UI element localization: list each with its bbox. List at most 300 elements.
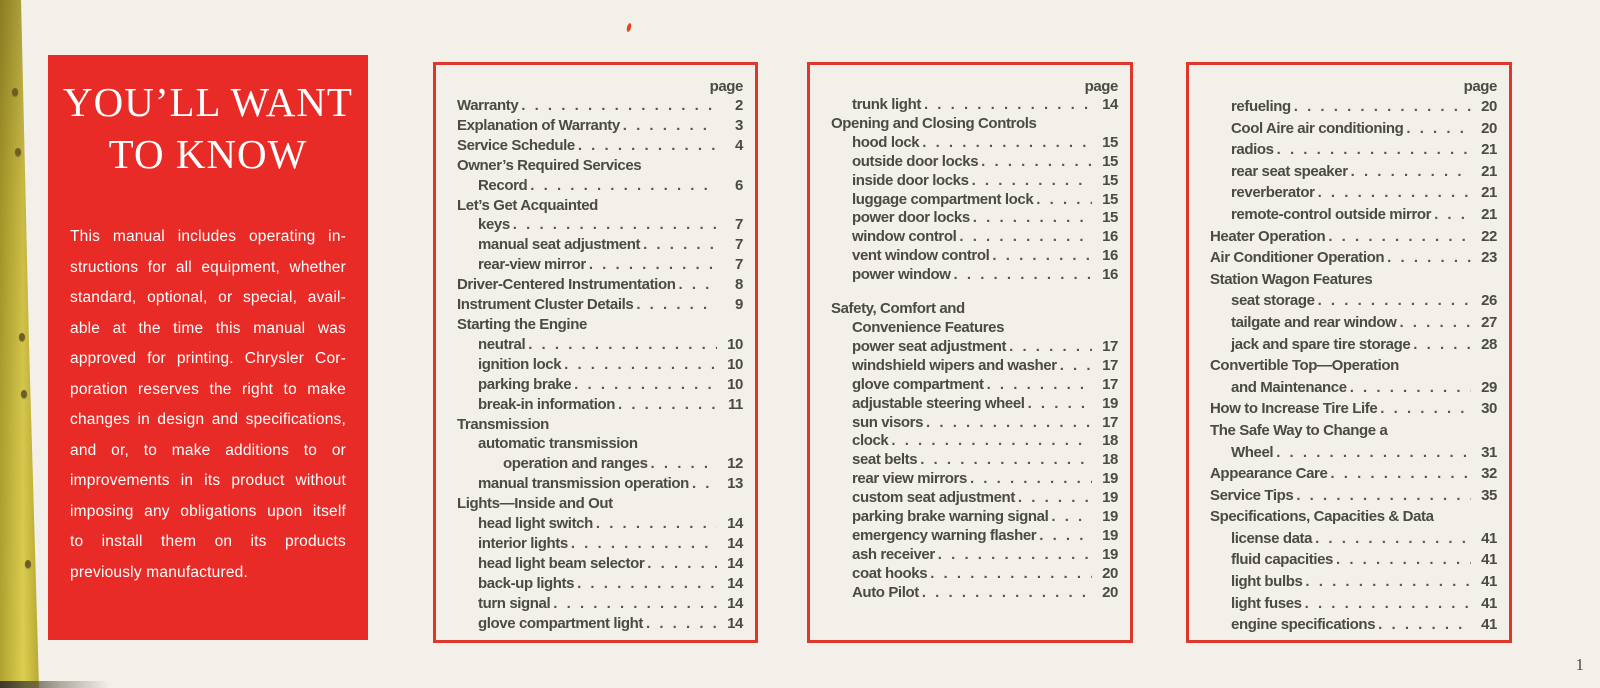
toc-entry-label: Station Wagon Features	[1210, 270, 1373, 288]
toc-entry-label: rear view mirrors	[852, 470, 967, 488]
intro-body-line: imposing any obligations upon itself	[70, 502, 346, 520]
toc-entry-page: 19	[1102, 489, 1118, 507]
toc-entry-page: 14	[727, 534, 743, 552]
toc-entry-page: 8	[735, 276, 743, 294]
toc-column-1	[433, 62, 758, 643]
toc-entry-page: 41	[1481, 529, 1497, 547]
toc-entry-label: interior lights	[478, 534, 568, 552]
intro-title	[48, 76, 368, 180]
dot-leader	[987, 376, 1092, 395]
toc-entry-label: hood lock	[852, 133, 920, 151]
toc-entry	[831, 266, 1118, 285]
dot-leader	[1336, 549, 1471, 571]
toc-entry-label: How to Increase Tire Life	[1210, 400, 1378, 418]
dot-leader	[647, 554, 717, 574]
toc-entry	[831, 432, 1118, 451]
toc-entry	[831, 470, 1118, 489]
toc-entry-label: Heater Operation	[1210, 227, 1326, 245]
toc-entry-page: 13	[727, 475, 743, 493]
toc-entry-page: 15	[1102, 133, 1118, 151]
toc-entry-label: clock	[852, 432, 889, 450]
toc-entry	[457, 215, 743, 235]
toc-entry	[831, 134, 1118, 153]
toc-entry-label: Air Conditioner Operation	[1210, 249, 1385, 267]
toc-entry	[831, 395, 1118, 414]
toc-entry-label: The Safe Way to Change a	[1210, 421, 1388, 439]
toc-entry-page: 21	[1481, 141, 1497, 159]
toc-entry	[831, 527, 1118, 546]
dot-leader	[646, 614, 717, 634]
toc-entry-page: 17	[1102, 375, 1118, 393]
dot-leader	[970, 470, 1092, 489]
toc-entry-label: Service Schedule	[457, 136, 575, 154]
dot-leader	[1378, 614, 1471, 636]
toc-entry-page: 3	[735, 116, 743, 134]
toc-entry	[457, 255, 743, 275]
page-number: 1	[1575, 655, 1584, 674]
toc-entry-label: head light beam selector	[478, 554, 645, 572]
binding-staple-mark	[21, 390, 27, 398]
toc-entry	[457, 594, 743, 614]
dot-leader	[1318, 182, 1471, 204]
toc-entry-page: 15	[1102, 171, 1118, 189]
page-corner-shadow	[0, 681, 110, 688]
toc-entry-label: remote-control outside mirror	[1231, 205, 1432, 223]
toc-entry	[1210, 398, 1497, 420]
toc-entry-label: parking brake	[478, 375, 572, 393]
toc-entry-page: 15	[1102, 209, 1118, 227]
toc-entry-label: keys	[478, 216, 510, 234]
dot-leader	[1060, 357, 1092, 376]
toc-entry-page: 26	[1481, 292, 1497, 310]
toc-entry-label: automatic transmission	[478, 435, 638, 453]
toc-entry	[831, 565, 1118, 584]
dot-leader	[589, 255, 717, 275]
toc-entry-label: seat belts	[852, 451, 918, 469]
binding-staple-mark	[25, 560, 31, 568]
toc-entry	[457, 494, 743, 514]
toc-entry	[831, 300, 1118, 319]
toc-entry-page: 16	[1102, 247, 1118, 265]
toc-entry	[457, 96, 743, 116]
toc-entry	[457, 355, 743, 375]
binding-staple-mark	[19, 333, 25, 341]
toc-entry-label: break-in information	[478, 395, 616, 413]
toc-entry	[831, 319, 1118, 338]
dot-leader	[1380, 398, 1471, 420]
toc-entry	[1210, 204, 1497, 226]
toc-entry-page: 19	[1102, 508, 1118, 526]
toc-rows	[1210, 96, 1497, 636]
dot-leader	[992, 247, 1092, 266]
toc-entry	[457, 415, 743, 435]
toc-entry-page: 41	[1481, 573, 1497, 591]
toc-entry-label: rear seat speaker	[1231, 162, 1348, 180]
toc-entry-label: neutral	[478, 335, 526, 353]
toc-entry-label: Wheel	[1231, 443, 1274, 461]
toc-entry-page: 19	[1102, 526, 1118, 544]
dot-leader	[920, 451, 1092, 470]
toc-entry-page: 41	[1481, 616, 1497, 634]
toc-entry-label: Service Tips	[1210, 486, 1294, 504]
toc-entry-page: 9	[735, 296, 743, 314]
toc-entry-label: trunk light	[852, 96, 921, 113]
toc-entry-page: 19	[1102, 470, 1118, 488]
intro-body-line: and or, to make additions to or	[70, 441, 346, 459]
dot-leader	[1387, 247, 1471, 269]
toc-entry-label: ignition lock	[478, 355, 562, 373]
toc-entry	[831, 191, 1118, 210]
toc-entry	[1210, 593, 1497, 615]
toc-entry-page: 30	[1481, 400, 1497, 418]
toc-entry-page: 14	[727, 594, 743, 612]
toc-entry	[831, 153, 1118, 172]
intro-body-line: standard, optional, or special, avail-	[70, 289, 346, 306]
toc-entry-page: 35	[1481, 486, 1497, 504]
toc-entry	[1210, 290, 1497, 312]
toc-entry	[1210, 355, 1497, 377]
toc-entry	[831, 584, 1118, 603]
toc-entry-label: Let’s Get Acquainted	[457, 196, 598, 214]
dot-leader	[1051, 508, 1092, 527]
toc-entry-label: engine specifications	[1231, 616, 1376, 634]
dot-leader	[959, 228, 1092, 247]
toc-entry-label: vent window control	[852, 247, 990, 265]
dot-leader	[973, 209, 1092, 228]
intro-body-line: able at the time this manual was	[70, 319, 346, 337]
toc-entry-page: 14	[1102, 96, 1118, 113]
toc-entry	[831, 357, 1118, 376]
dot-leader	[1305, 571, 1471, 593]
toc-entry-page: 17	[1102, 356, 1118, 374]
toc-entry	[1210, 485, 1497, 507]
toc-entry-label: power seat adjustment	[852, 337, 1007, 355]
toc-entry-page: 41	[1481, 551, 1497, 569]
dot-leader	[636, 295, 717, 315]
toc-entry-label: radios	[1231, 141, 1274, 159]
toc-entry-page: 7	[735, 236, 743, 254]
dot-leader	[1018, 489, 1092, 508]
dot-leader	[564, 355, 717, 375]
intro-body-line: improvements in its product without	[70, 472, 346, 489]
toc-entry	[457, 335, 743, 355]
dot-leader	[1276, 442, 1471, 464]
toc-entry	[1210, 182, 1497, 204]
toc-entry-label: Cool Aire air conditioning	[1231, 119, 1404, 137]
intro-body-line: structions for all equipment, whether	[70, 258, 346, 276]
dot-leader	[521, 96, 717, 116]
toc-entry	[457, 574, 743, 594]
toc-entry	[831, 172, 1118, 191]
toc-entry-page: 4	[735, 136, 743, 154]
toc-entry-label: window control	[852, 228, 957, 246]
toc-entry-page: 19	[1102, 394, 1118, 412]
dot-leader	[1328, 226, 1471, 248]
binding-staple-mark	[12, 88, 18, 96]
toc-entry-label: adjustable steering wheel	[852, 394, 1025, 412]
toc-entry-page: 7	[735, 256, 743, 274]
toc-entry	[1210, 571, 1497, 593]
intro-title-line1: YOU’LL WANT	[63, 79, 353, 125]
toc-entry	[831, 338, 1118, 357]
toc-entry	[457, 235, 743, 255]
toc-entry-page: 14	[727, 574, 743, 592]
toc-entry-label: sun visors	[852, 413, 924, 431]
dot-leader	[1028, 395, 1092, 414]
toc-entry-label: power window	[852, 266, 951, 284]
toc-entry-page: 2	[735, 97, 743, 114]
toc-entry-label: fluid capacities	[1231, 551, 1333, 569]
dot-leader	[1039, 527, 1092, 546]
dot-leader	[1406, 118, 1471, 140]
toc-entry	[831, 414, 1118, 433]
toc-entry-page: 19	[1102, 545, 1118, 563]
toc-entry	[831, 376, 1118, 395]
intro-body-line: poration reserves the right to make	[70, 380, 346, 398]
toc-entry	[831, 209, 1118, 228]
toc-entry-label: Lights—Inside and Out	[457, 495, 613, 513]
toc-entry-page: 14	[727, 515, 743, 533]
dot-leader	[553, 594, 717, 614]
toc-entry	[1210, 506, 1497, 528]
toc-entry	[1210, 334, 1497, 356]
toc-entry	[457, 434, 743, 454]
dot-leader	[981, 153, 1092, 172]
dot-leader	[891, 432, 1092, 451]
toc-entry-page: 14	[727, 614, 743, 632]
toc-entry-page: 29	[1481, 378, 1497, 396]
toc-entry	[1210, 118, 1497, 140]
toc-entry	[831, 247, 1118, 266]
toc-entry	[457, 554, 743, 574]
toc-entry-label: custom seat adjustment	[852, 489, 1015, 507]
toc-entry	[831, 451, 1118, 470]
intro-body-line: This manual includes operating in-	[70, 228, 346, 245]
dot-leader	[954, 266, 1092, 285]
intro-body-line: to install them on its products	[70, 533, 346, 550]
toc-page-header: page	[709, 78, 743, 95]
toc-entry-page: 20	[1481, 98, 1497, 115]
toc-entry	[1210, 528, 1497, 550]
toc-entry	[1210, 247, 1497, 269]
toc-entry-label: Auto Pilot	[852, 583, 919, 601]
toc-entry-page: 11	[727, 395, 743, 413]
dot-leader	[1330, 463, 1471, 485]
dot-leader	[922, 134, 1092, 153]
intro-title-line2: TO KNOW	[108, 131, 308, 177]
intro-panel	[48, 55, 368, 640]
toc-entry-page: 20	[1102, 564, 1118, 582]
toc-entry-label: Convenience Features	[852, 318, 1005, 336]
toc-entry	[457, 375, 743, 395]
toc-entry	[831, 228, 1118, 247]
toc-entry-page: 18	[1102, 451, 1118, 469]
toc-entry	[457, 454, 743, 474]
toc-entry-label: luggage compartment lock	[852, 190, 1034, 208]
dot-leader	[924, 96, 1092, 115]
toc-entry	[1210, 226, 1497, 248]
toc-entry	[457, 275, 743, 295]
toc-entry-label: operation and ranges	[503, 455, 648, 473]
toc-entry-label: Starting the Engine	[457, 315, 587, 333]
toc-entry-label: glove compartment light	[478, 614, 643, 632]
toc-entry-page: 20	[1102, 583, 1118, 601]
toc-entry-label: jack and spare tire storage	[1231, 335, 1411, 353]
toc-entry-page: 14	[727, 554, 743, 572]
toc-entry	[1210, 614, 1497, 636]
toc-entry-label: light fuses	[1231, 594, 1302, 612]
toc-entry	[457, 315, 743, 335]
toc-entry-page: 21	[1481, 162, 1497, 180]
toc-entry-page: 41	[1481, 594, 1497, 612]
toc-entry-page: 17	[1102, 413, 1118, 431]
toc-entry	[1210, 312, 1497, 334]
toc-entry-label: coat hooks	[852, 564, 928, 582]
toc-entry-page: 10	[727, 355, 743, 373]
toc-entry	[831, 546, 1118, 565]
toc-entry	[457, 196, 743, 216]
dot-leader	[678, 275, 717, 295]
toc-entry-label: Transmission	[457, 415, 549, 433]
toc-entry	[457, 176, 743, 196]
toc-entry-label: Appearance Care	[1210, 465, 1328, 483]
toc-entry-label: Safety, Comfort and	[831, 300, 965, 318]
toc-entry-label: manual seat adjustment	[478, 236, 641, 254]
toc-entry-page: 23	[1481, 249, 1497, 267]
toc-entry	[457, 614, 743, 634]
toc-entry	[457, 534, 743, 554]
toc-entry-label: Explanation of Warranty	[457, 116, 620, 134]
toc-entry-label: windshield wipers and washer	[852, 356, 1057, 374]
toc-entry-page: 15	[1102, 190, 1118, 208]
dot-leader	[1399, 312, 1471, 334]
toc-entry	[457, 156, 743, 176]
toc-entry-label: license data	[1231, 529, 1313, 547]
toc-entry	[831, 115, 1118, 134]
dot-leader	[528, 335, 717, 355]
toc-entry-label: emergency warning flasher	[852, 526, 1037, 544]
toc-entry	[457, 514, 743, 534]
toc-entry	[457, 295, 743, 315]
toc-entry-label: turn signal	[478, 594, 551, 612]
toc-entry-label: Instrument Cluster Details	[457, 296, 634, 314]
toc-entry-page: 16	[1102, 266, 1118, 284]
dot-leader	[938, 546, 1092, 565]
toc-entry-label: Owner’s Required Services	[457, 156, 642, 174]
toc-entry-page: 10	[727, 375, 743, 393]
toc-entry-page: 22	[1481, 227, 1497, 245]
toc-entry-label: head light switch	[478, 515, 593, 533]
toc-entry-page: 6	[735, 176, 743, 194]
toc-entry-page: 18	[1102, 432, 1118, 450]
toc-entry-label: Record	[478, 176, 528, 194]
toc-entry-label: outside door locks	[852, 152, 979, 170]
toc-entry-label: Driver-Centered Instrumentation	[457, 276, 676, 294]
toc-entry	[1210, 96, 1497, 118]
dot-leader	[530, 176, 717, 196]
toc-rows	[831, 96, 1118, 603]
binding-staple-mark	[15, 148, 21, 156]
toc-entry-page: 12	[727, 455, 743, 473]
toc-entry	[1210, 420, 1497, 442]
dot-leader	[1350, 377, 1471, 399]
dot-leader	[1036, 191, 1092, 210]
toc-entry-label: power door locks	[852, 209, 970, 227]
dot-leader	[692, 474, 717, 494]
dot-leader	[922, 584, 1092, 603]
toc-entry-page: 7	[735, 216, 743, 234]
dot-leader	[574, 375, 717, 395]
toc-entry	[1210, 139, 1497, 161]
dot-leader	[578, 136, 717, 156]
intro-body-line: previously manufactured.	[70, 563, 248, 581]
dot-leader	[1294, 96, 1471, 118]
toc-column-3	[1186, 62, 1512, 643]
dot-leader	[1315, 528, 1471, 550]
toc-entry-page: 27	[1481, 313, 1497, 331]
toc-entry-label: Convertible Top—Operation	[1210, 357, 1399, 375]
toc-entry-label: tailgate and rear window	[1231, 313, 1397, 331]
dot-leader	[930, 565, 1092, 584]
print-speck	[626, 23, 632, 33]
toc-entry	[831, 96, 1118, 115]
dot-leader	[972, 172, 1092, 191]
toc-entry-label: Opening and Closing Controls	[831, 114, 1037, 132]
toc-entry	[1210, 161, 1497, 183]
toc-entry	[457, 136, 743, 156]
toc-entry	[1210, 377, 1497, 399]
toc-rows	[457, 96, 743, 633]
toc-entry-page: 15	[1102, 152, 1118, 170]
dot-leader	[1009, 338, 1092, 357]
toc-entry-page: 32	[1481, 465, 1497, 483]
toc-entry	[831, 489, 1118, 508]
dot-leader	[1318, 290, 1471, 312]
toc-entry-label: inside door locks	[852, 171, 969, 189]
dot-leader	[596, 514, 717, 534]
toc-entry-label: rear-view mirror	[478, 256, 586, 274]
toc-entry-label: refueling	[1231, 98, 1291, 115]
toc-page-header: page	[1463, 78, 1497, 95]
toc-spacer	[831, 285, 1118, 300]
toc-entry-page: 10	[727, 335, 743, 353]
dot-leader	[1305, 593, 1471, 615]
intro-body-line: changes in design and specifications,	[70, 411, 346, 428]
toc-entry-page: 31	[1481, 443, 1497, 461]
toc-entry-page: 21	[1481, 205, 1497, 223]
toc-entry-page: 28	[1481, 335, 1497, 353]
dot-leader	[571, 534, 717, 554]
intro-body	[70, 222, 346, 588]
toc-entry-label: glove compartment	[852, 375, 984, 393]
toc-column-2	[807, 62, 1133, 643]
toc-entry	[1210, 269, 1497, 291]
toc-entry-page: 21	[1481, 184, 1497, 202]
dot-leader	[643, 235, 717, 255]
toc-entry-page: 17	[1102, 337, 1118, 355]
toc-entry-label: back-up lights	[478, 574, 575, 592]
toc-entry	[1210, 549, 1497, 571]
toc-page-header: page	[1084, 78, 1118, 95]
toc-entry-label: manual transmission operation	[478, 475, 689, 493]
dot-leader	[651, 454, 717, 474]
dot-leader	[1296, 485, 1471, 507]
toc-entry-label: ash receiver	[852, 545, 935, 563]
toc-entry-label: Specifications, Capacities & Data	[1210, 508, 1434, 526]
book-spine-shading	[0, 0, 42, 688]
dot-leader	[1413, 334, 1471, 356]
toc-entry-label: seat storage	[1231, 292, 1315, 310]
